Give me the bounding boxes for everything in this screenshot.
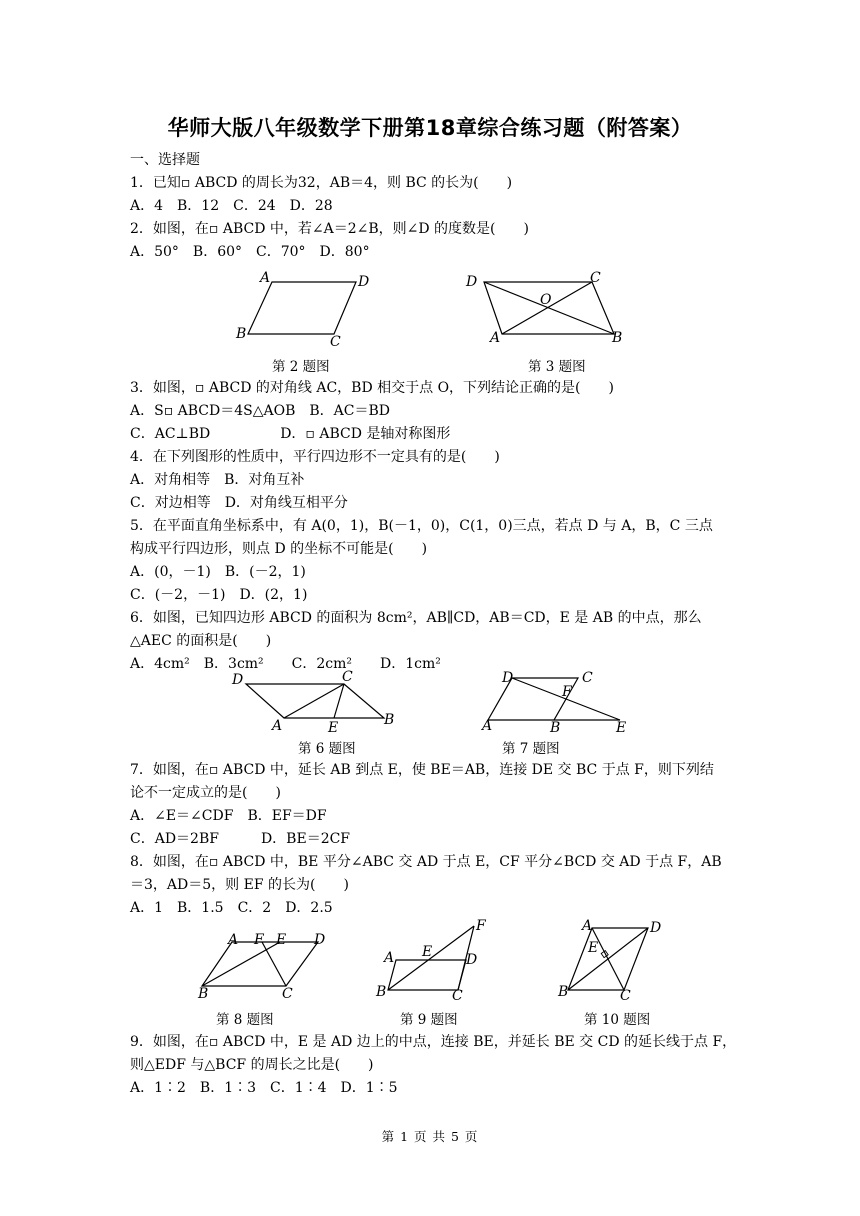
q3-options-cd: C．AC⊥BD D．▫ ABCD 是轴对称图形 [130,426,451,442]
fig3-label-o: O [540,292,552,308]
fig6-label-d: D [232,672,244,688]
question-8-line-1: 8．如图，在▫ ABCD 中，BE 平分∠ABC 交 AD 于点 E，CF 平分∠BCD 交 AD 于点 F，AB [130,854,722,870]
figure-2 [230,268,380,350]
fig10-label-e: E [588,940,599,956]
q8-options: A．1 B．1.5 C．2 D．2.5 [130,900,333,916]
q4-options-ab: A．对角相等 B．对角互补 [130,472,305,488]
fig2-label-c: C [330,334,341,350]
fig7-label-c: C [582,670,593,686]
figure-7 [480,670,640,734]
question-7-line-2: 论不一定成立的是( ) [130,785,281,801]
question-7-line-1: 7．如图，在▫ ABCD 中，延长 AB 到点 E，使 BE＝AB，连接 DE 交 BC 于点 F，则下列结 [130,762,714,778]
question-8-line-2: ＝3，AD＝5，则 EF 的长为( ) [130,877,349,893]
fig9-label-c: C [452,988,463,1004]
q9-options: A．1∶2 B．1∶3 C．1∶4 D．1∶5 [130,1080,398,1096]
page-footer: 第 1 页 共 5 页 [381,1129,479,1144]
fig7-label-e: E [616,720,627,736]
fig8-label-e: E [276,932,287,948]
fig3-label-a: A [490,330,501,346]
fig7-label-a: A [482,718,493,734]
fig8-label-a: A [228,932,239,948]
question-2: 2．如图，在▫ ABCD 中，若∠A＝2∠B，则∠D 的度数是( ) [130,221,529,237]
fig6-label-b: B [384,712,395,728]
fig6-label-c: C [342,669,353,685]
q5-options-ab: A．(0，－1) B．(－2，1) [130,564,306,580]
section-heading: 一、选择题 [130,152,200,168]
question-4: 4．在下列图形的性质中，平行四边形不一定具有的是( ) [130,449,500,465]
question-6-line-2: △AEC 的面积是( ) [130,633,272,649]
figure-9 [374,918,494,1004]
fig7-label-f: F [562,684,572,700]
q4-options-cd: C．对边相等 D．对角线互相平分 [130,495,348,511]
fig7-label-b: B [550,720,561,736]
fig8-label-f: F [254,932,264,948]
figure-3 [462,268,632,350]
fig2-label-b: B [236,326,247,342]
question-3: 3．如图，▫ ABCD 的对角线 AC，BD 相交于点 O，下列结论正确的是( ) [130,380,614,396]
fig3-label-c: C [590,270,601,286]
q7-options-cd: C．AD＝2BF D．BE＝2CF [130,831,351,847]
question-1: 1．已知▫ ABCD 的周长为32，AB＝4，则 BC 的长为( ) [130,175,513,191]
fig9-label-b: B [376,984,387,1000]
fig10-label-a: A [582,918,593,934]
fig9-label-f: F [476,918,486,934]
q2-options: A．50° B．60° C．70° D．80° [130,244,370,260]
fig10-label-b: B [558,984,569,1000]
fig7-caption: 第 7 题图 [502,741,560,757]
q7-options-ab: A．∠E＝∠CDF B．EF＝DF [130,808,327,824]
fig2-caption: 第 2 题图 [272,359,330,375]
question-5-line-1: 5．在平面直角坐标系中，有 A(0，1)，B(－1，0)，C(1，0)三点，若点 D 与 A，B，C 三点 [130,518,713,534]
question-9-line-2: 则△EDF 与△BCF 的周长之比是( ) [130,1057,374,1073]
fig6-label-a: A [272,718,283,734]
question-9-line-1: 9．如图，在▫ ABCD 中，E 是 AD 边上的中点，连接 BE，并延长 BE 交 CD 的延长线于点 F， [130,1034,737,1050]
fig6-label-e: E [328,720,339,736]
fig10-caption: 第 10 题图 [584,1012,651,1028]
q3-options-ab: A．S▫ ABCD＝4S△AOB B．AC＝BD [130,403,390,419]
fig8-label-c: C [282,986,293,1002]
fig10-label-d: D [650,920,662,936]
fig9-label-d: D [466,952,478,968]
question-5-line-2: 构成平行四边形，则点 D 的坐标不可能是( ) [130,541,428,557]
fig8-label-d: D [314,932,326,948]
q1-options: A．4 B．12 C．24 D．28 [130,198,333,214]
fig6-caption: 第 6 题图 [298,741,356,757]
fig3-label-d: D [466,274,478,290]
fig3-label-b: B [612,330,623,346]
q5-options-cd: C．(－2，－1) D．(2，1) [130,587,308,603]
figure-6 [228,670,408,734]
fig9-label-e: E [422,944,433,960]
fig3-caption: 第 3 题图 [528,359,586,375]
page-title: 华师大版八年级数学下册第18章综合练习题（附答案） [167,116,693,140]
fig2-label-a: A [260,270,271,286]
fig9-caption: 第 9 题图 [400,1012,458,1028]
figure-8 [196,930,336,1002]
q6-options: A．4cm² B．3cm² C．2cm² D．1cm² [130,656,441,672]
fig9-label-a: A [384,950,395,966]
fig8-caption: 第 8 题图 [216,1012,274,1028]
figure-10 [556,916,676,1004]
fig2-label-d: D [358,274,370,290]
fig7-label-d: D [502,670,514,686]
question-6-line-1: 6．如图，已知四边形 ABCD 的面积为 8cm²，AB∥CD，AB＝CD，E 是 AB 的中点，那么 [130,610,702,626]
fig10-label-c: C [620,988,631,1004]
fig8-label-b: B [198,986,209,1002]
